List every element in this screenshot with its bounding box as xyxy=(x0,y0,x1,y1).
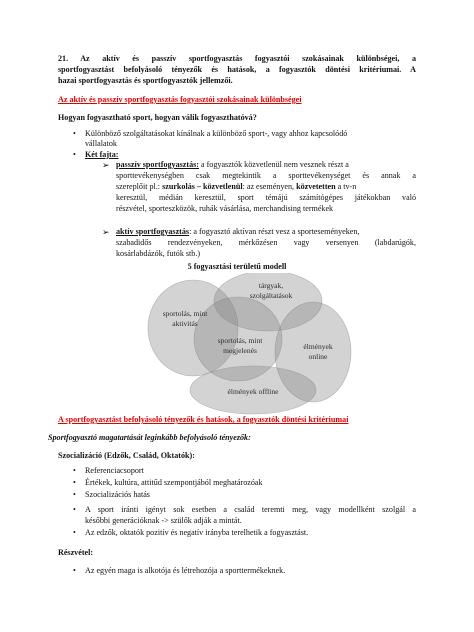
bullet-dot: • xyxy=(73,466,76,475)
venn-diagram xyxy=(0,273,474,423)
soc-item: Szocializációs hatás xyxy=(85,490,150,499)
heading-line-2: sportfogyasztást befolyásoló tényezők és hatások, a fogyasztók döntési kritériumai. A xyxy=(58,65,416,74)
diagram-label-center-2: megjelenés xyxy=(223,346,257,355)
bullet-1-line-2: vállalatok xyxy=(85,139,117,148)
passive-line-3 xyxy=(116,182,416,193)
passive-line-4: keresztül, médián keresztül, sport témájú számítógépes játékokban való xyxy=(116,193,416,202)
diagram-label-left-1: sportolás, mint xyxy=(162,309,208,318)
ket-fajta-label: Két fajta: xyxy=(85,150,119,159)
soc-item: Értékek, kultúra, attitűd szempontjából meghatározóak xyxy=(85,478,263,487)
soc-item-4-line-1: A sport iránti igényt sok esetben a család teremti meg, vagy modellként szolgál a xyxy=(85,505,416,514)
arrow-bullet-icon: ➢ xyxy=(102,227,110,237)
bullet-dot: • xyxy=(73,528,76,537)
section-2-title: A sportfogyasztást befolyásoló tényezők és hatások, a fogyasztók döntési kritériumai xyxy=(58,415,349,424)
bullet-dot: • xyxy=(73,505,76,514)
bullet-dot: • xyxy=(73,566,76,575)
diagram-label-center-1: sportolás, mint xyxy=(217,336,263,345)
diagram-label-right-1: élmények xyxy=(303,342,333,351)
kozvetetten-text: közvetetten xyxy=(296,182,336,191)
passive-line-3-post: a tv-n xyxy=(335,182,357,191)
diagram-label-bottom: élmények offline xyxy=(227,387,279,396)
passive-line-1 xyxy=(116,160,416,171)
question-text: Hogyan fogyasztható sport, hogyan válik fogyaszthatóvá? xyxy=(58,113,257,122)
active-line-1 xyxy=(116,227,416,238)
diagram-label-left-2: aktivitás xyxy=(172,319,198,328)
socialization-title: Szocializáció (Edzők, Család, Oktatók): xyxy=(58,451,195,460)
heading-line-1: 21. Az aktív és passzív sportfogyasztás fogyasztói szokásainak különbségei, a xyxy=(58,54,416,63)
active-line-1-rest: : a fogyasztó aktívan részt vesz a sporteseményeken, xyxy=(189,227,360,236)
influence-title: Sportfogyasztó magatartását leginkább befolyásoló tényezők: xyxy=(48,433,251,442)
passive-line-1-rest: a fogyasztók közvetlenül nem vesznek részt a xyxy=(198,160,349,169)
passive-label: passzív sportfogyasztás: xyxy=(116,160,199,169)
szurkolas-text: szurkolás – közvetlenül xyxy=(162,182,243,191)
soc-item-5: Az edzők, oktatók pozitív és negatív irányba terelhetik a fogyasztást. xyxy=(85,528,309,537)
active-label: aktív sportfogyasztás xyxy=(116,227,190,236)
bullet-dot: • xyxy=(73,490,76,499)
arrow-bullet-icon: ➢ xyxy=(102,160,110,170)
diagram-label-right-2: online xyxy=(308,352,328,361)
bullet-dot: • xyxy=(73,478,76,487)
participation-title: Részvétel: xyxy=(58,548,94,557)
active-line-2: szabadidős rendezvényeken, mérkőzésen vagy versenyen (labdarúgók, xyxy=(116,238,416,247)
diagram-title: 5 fogyasztási területű modell xyxy=(187,262,287,271)
soc-item: Referenciacsoport xyxy=(85,466,144,475)
passive-line-5: részvétel, sporteszközök, ruhák vásárlása, merchandising termékek xyxy=(116,204,334,213)
bullet-dot: • xyxy=(73,129,76,138)
bullet-1-line-1: Különböző szolgáltatásokat kínálnak a különböző sport-, vagy ahhoz kapcsolódó xyxy=(85,129,348,138)
active-line-3: kosárlabdázók, futók stb.) xyxy=(116,249,201,258)
heading-line-3: hazai sportfogyasztás és sportfogyasztók jellemzői. xyxy=(58,76,233,85)
passive-line-3-mid: : az eseményen, xyxy=(242,182,297,191)
section-1-title: Az aktív és passzív sportfogyasztás fogyasztói szokásainak különbségei xyxy=(58,95,302,104)
soc-item-4-line-2: későbbi generációknak -> szülők adják a mintát. xyxy=(85,516,242,525)
diagram-label-top-2: szolgáltatások xyxy=(249,291,293,300)
passive-line-3-pre: szereplőit pl.: xyxy=(116,182,163,191)
passive-line-2: sporttevékenységben csak megtekintik a sporttevékenységet és annak a xyxy=(116,171,416,180)
participation-item: Az egyén maga is alkotója és létrehozója a sporttermékeknek. xyxy=(85,566,286,575)
bullet-dot: • xyxy=(73,150,76,159)
diagram-label-top-1: tárgyak, xyxy=(258,281,284,290)
